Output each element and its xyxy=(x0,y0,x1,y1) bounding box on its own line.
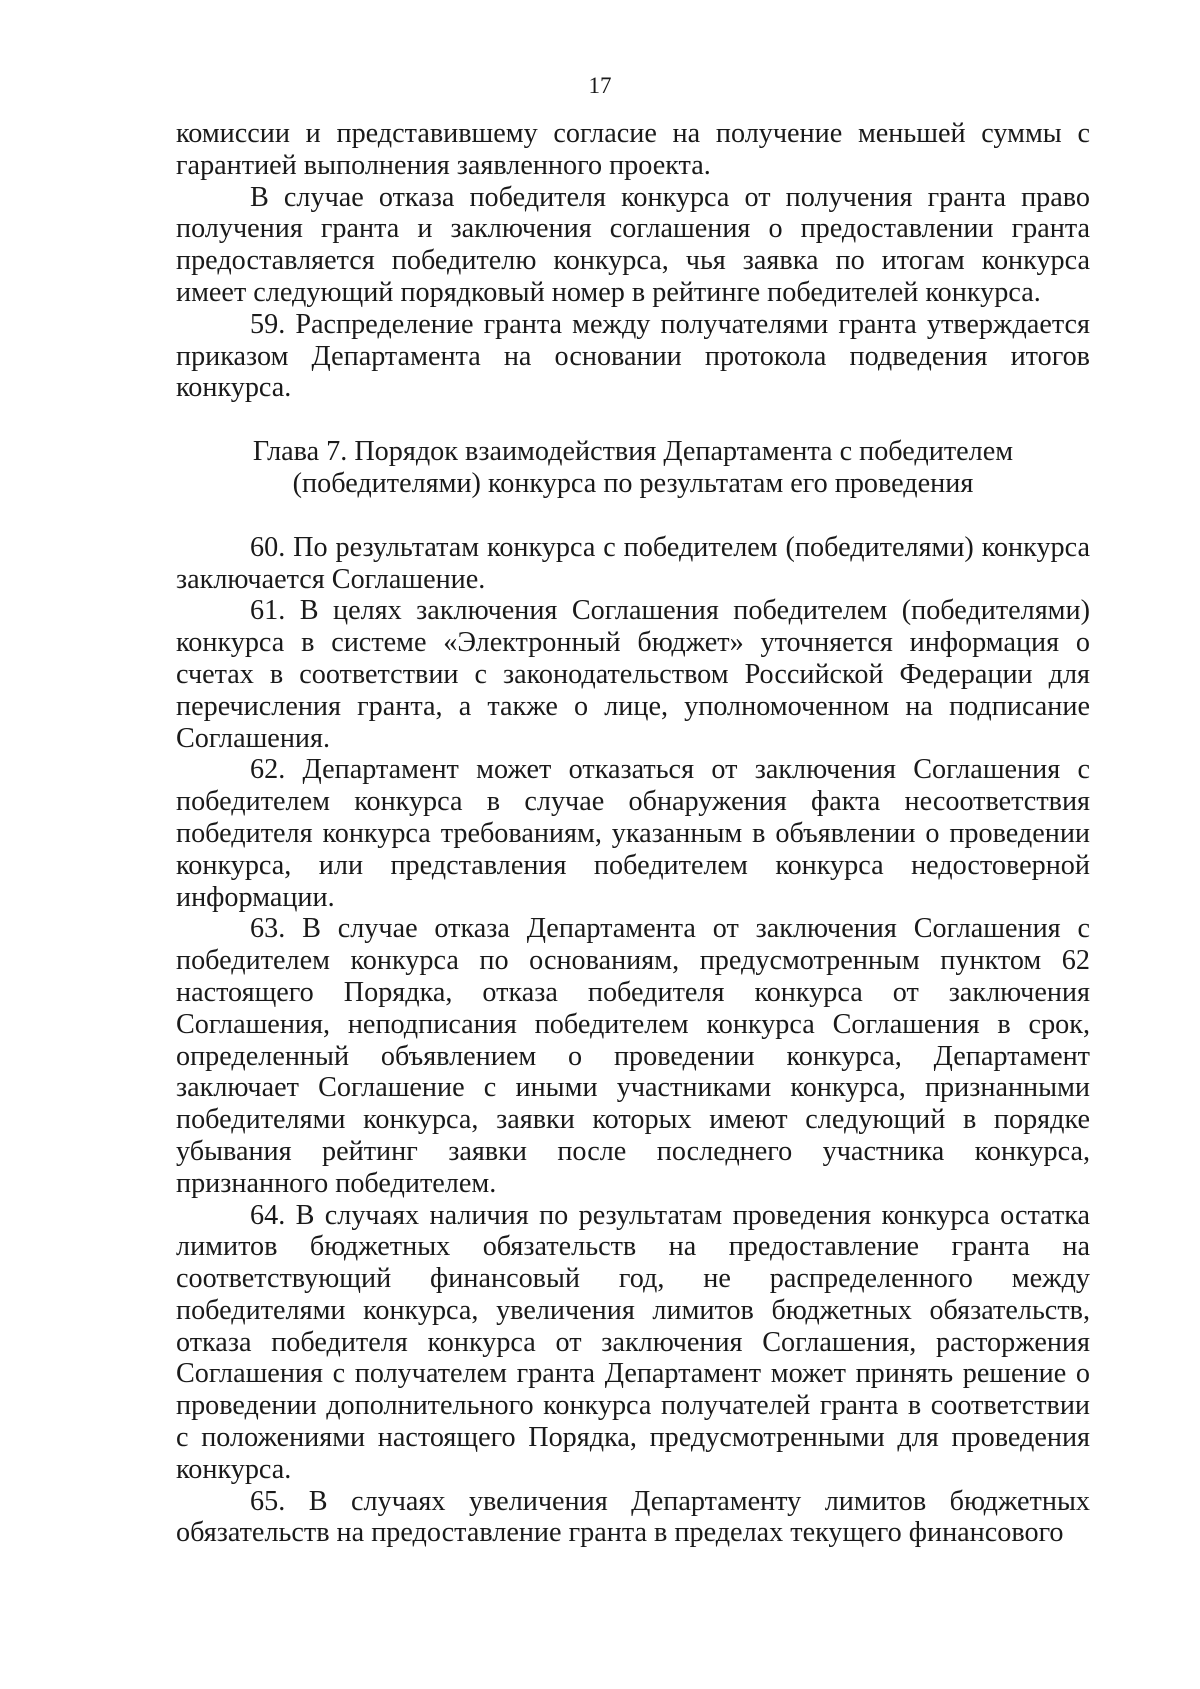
page-number: 17 xyxy=(588,73,612,98)
paragraph-refusal-rule: В случае отказа победителя конкурса от получения гранта право получения гранта и заключения соглашения о предоставлении гранта предоставляется победителю конкурса, чья заявка по итогам конкурса имеет следующий порядковый номер в рейтинге победителей конкурса. xyxy=(176,181,1090,308)
document-body xyxy=(176,118,1090,1549)
chapter-heading-line-2: (победителями) конкурса по результатам его проведения xyxy=(292,467,974,499)
paragraph-64: 64. В случаях наличия по результатам проведения конкурса остатка лимитов бюджетных обязательств на предоставление гранта на соответствующий финансовый год, не распределенного между победителями конкурса, увеличения лимитов бюджетных обязательств, отказа победителя конкурса от заключения Соглашения, расторжения Соглашения с получателем гранта Департамент может принять решение о проведении дополнительного конкурса получателей гранта в соответствии с положениями настоящего Порядка, предусмотренными для проведения конкурса. xyxy=(176,1199,1090,1485)
paragraph-63: 63. В случае отказа Департамента от заключения Соглашения с победителем конкурса по основаниям, предусмотренным пунктом 62 настоящего Порядка, отказа победителя конкурса от заключения Соглашения, неподписания победителем конкурса Соглашения в срок, определенный объявлением о проведении конкурса, Департамент заключает Соглашение с иными участниками конкурса, признанными победителями конкурса, заявки которых имеют следующий в порядке убывания рейтинг заявки после последнего участника конкурса, признанного победителем. xyxy=(176,913,1090,1199)
chapter-heading-line-1: Глава 7. Порядок взаимодействия Департамента с победителем xyxy=(252,436,1014,468)
paragraph-59: 59. Распределение гранта между получателями гранта утверждается приказом Департамента на основании протокола подведения итогов конкурса. xyxy=(176,308,1090,404)
paragraph-61: 61. В целях заключения Соглашения победителем (победителями) конкурса в системе «Электронный бюджет» уточняется информация о счетах в соответствии с законодательством Российской Федерации для перечисления гранта, а также о лице, уполномоченном на подписание Соглашения. xyxy=(176,595,1090,754)
paragraph-60: 60. По результатам конкурса с победителем (победителями) конкурса заключается Соглашение. xyxy=(176,531,1090,595)
paragraph-65: 65. В случаях увеличения Департаменту лимитов бюджетных обязательств на предоставление гранта в пределах текущего финансового xyxy=(176,1485,1090,1549)
paragraph-62: 62. Департамент может отказаться от заключения Соглашения с победителем конкурса в случае обнаружения факта несоответствия победителя конкурса требованиям, указанным в объявлении о проведении конкурса, или представления победителем конкурса недостоверной информации. xyxy=(176,754,1090,913)
chapter-heading xyxy=(176,436,1090,500)
paragraph-continued: комиссии и представившему согласие на получение меньшей суммы с гарантией выполнения заявленного проекта. xyxy=(176,118,1090,181)
